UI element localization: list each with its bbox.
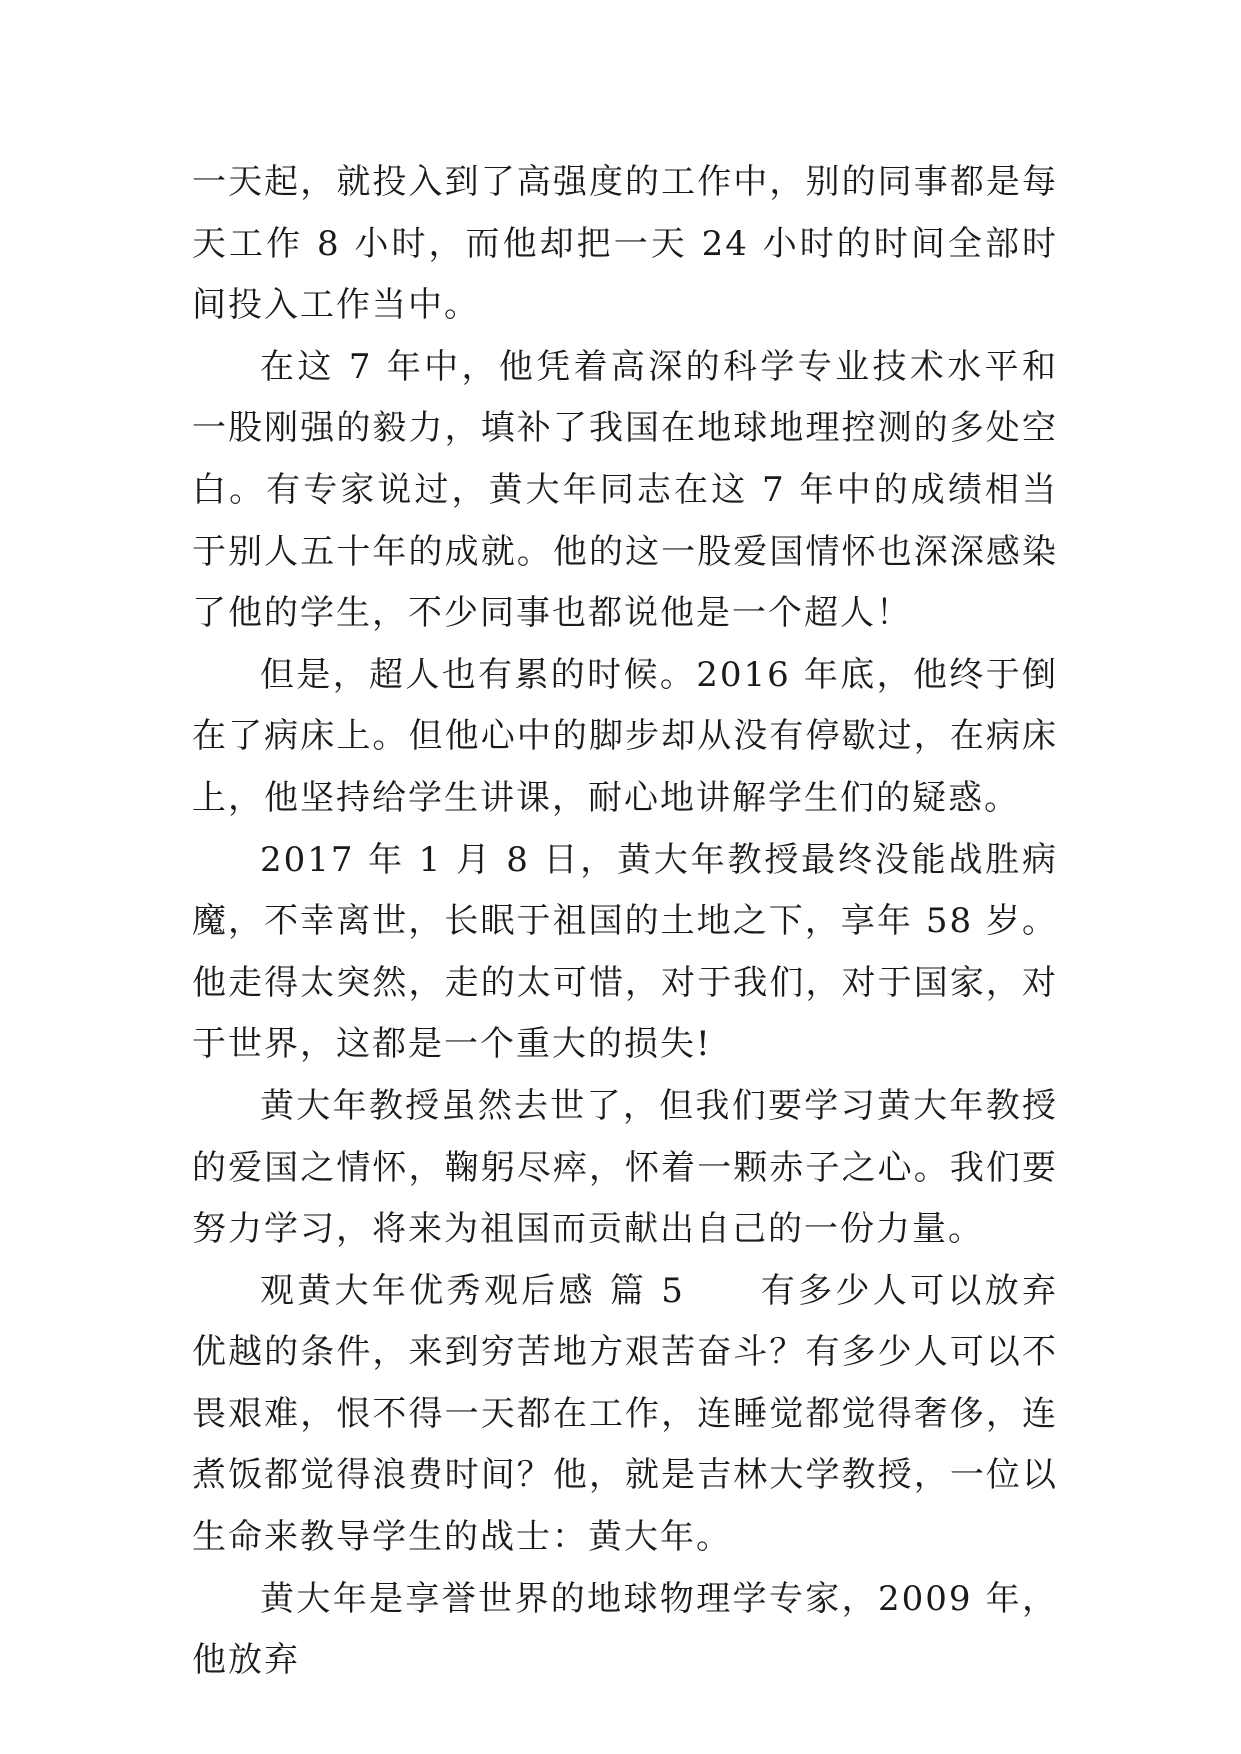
paragraph: 黄大年教授虽然去世了，但我们要学习黄大年教授的爱国之情怀，鞠躬尽瘁，怀着一颗赤子之心。我们要努力学习，将来为祖国而贡献出自己的一份力量。	[192, 1085, 1058, 1250]
paragraph: 2017 年 1 月 8 日，黄大年教授最终没能战胜病魔，不幸离世，长眠于祖国的土地之下，享年 58 岁。他走得太突然，走的太可惜，对于我们，对于国家，对于世界，这都是一个重大的损失!	[192, 839, 1058, 1065]
section-heading-paragraph: 观黄大年优秀观后感 篇 5 有多少人可以放弃优越的条件，来到穷苦地方艰苦奋斗？有多少人可以不畏艰难，恨不得一天都在工作，连睡觉都觉得奢侈，连煮饭都觉得浪费时间？他，就是吉林大学教授，一位以生命来教导学生的战士：黄大年。	[192, 1270, 1058, 1558]
paragraph: 在这 7 年中，他凭着高深的科学专业技术水平和一股刚强的毅力，填补了我国在地球地理控测的多处空白。有专家说过，黄大年同志在这 7 年中的成绩相当于别人五十年的成就。他的这一股爱国情怀也深深感染了他的学生，不少同事也都说他是一个超人！	[192, 346, 1058, 634]
paragraph: 黄大年是享誉世界的地球物理学专家，2009 年，他放弃	[192, 1578, 1058, 1681]
paragraph: 但是，超人也有累的时候。2016 年底，他终于倒在了病床上。但他心中的脚步却从没有停歇过，在病床上，他坚持给学生讲课，耐心地讲解学生们的疑惑。	[192, 654, 1058, 818]
document-body	[192, 152, 1058, 1692]
paragraph-continuation: 一天起，就投入到了高强度的工作中，别的同事都是每天工作 8 小时，而他却把一天 24 小时的时间全部时间投入工作当中。	[192, 162, 1058, 326]
